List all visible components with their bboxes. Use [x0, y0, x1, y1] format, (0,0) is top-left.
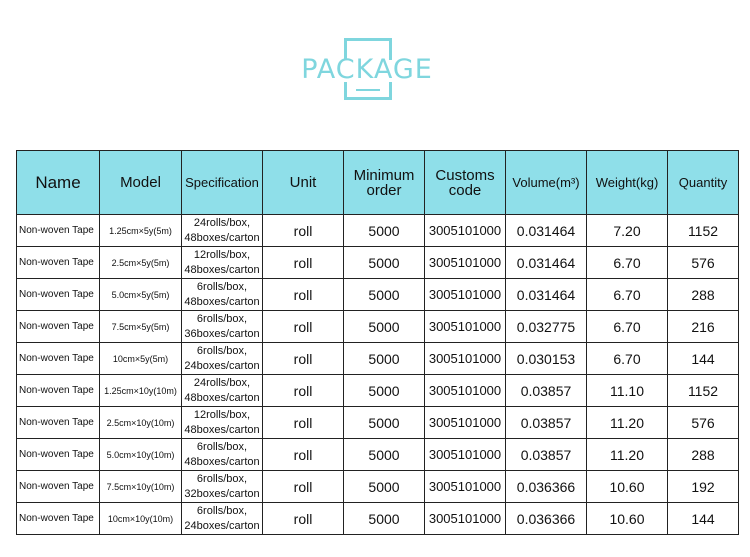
spec-line-box: 12rolls/box,	[193, 248, 251, 261]
spec-line-carton: 32boxes/carton	[184, 487, 260, 500]
package-logo	[300, 38, 434, 104]
cell-model: 7.5cm×10y(10m)	[100, 471, 182, 503]
spec-line-carton: 48boxes/carton	[184, 263, 260, 276]
cell-unit: roll	[263, 375, 344, 407]
spec-line-box: 24rolls/box,	[193, 376, 251, 389]
header-unit: Unit	[263, 151, 344, 215]
spec-line-carton: 24boxes/carton	[184, 519, 260, 532]
cell-model: 2.5cm×5y(5m)	[100, 247, 182, 279]
cell-volume: 0.036366	[506, 503, 587, 535]
cell-weight: 6.70	[587, 311, 668, 343]
cell-specification	[182, 471, 263, 503]
cell-customs-code: 3005101000	[425, 215, 506, 247]
cell-quantity: 192	[668, 471, 739, 503]
cell-weight: 6.70	[587, 247, 668, 279]
cell-model: 1.25cm×10y(10m)	[100, 375, 182, 407]
cell-customs-code: 3005101000	[425, 343, 506, 375]
cell-unit: roll	[263, 439, 344, 471]
cell-unit: roll	[263, 407, 344, 439]
cell-minimum-order: 5000	[344, 439, 425, 471]
spec-line-box: 24rolls/box,	[193, 216, 251, 229]
cell-minimum-order: 5000	[344, 471, 425, 503]
cell-quantity: 288	[668, 279, 739, 311]
cell-model: 10cm×10y(10m)	[100, 503, 182, 535]
cell-unit: roll	[263, 343, 344, 375]
spec-line-carton: 48boxes/carton	[184, 455, 260, 468]
spec-line-box: 6rolls/box,	[196, 504, 248, 517]
cell-volume: 0.036366	[506, 471, 587, 503]
cell-volume: 0.03857	[506, 375, 587, 407]
header-weight: Weight(kg)	[587, 151, 668, 215]
cell-quantity: 216	[668, 311, 739, 343]
table-row	[17, 375, 739, 407]
cell-minimum-order: 5000	[344, 311, 425, 343]
cell-specification	[182, 311, 263, 343]
table-row	[17, 247, 739, 279]
table-row	[17, 407, 739, 439]
cell-name: Non-woven Tape	[17, 343, 100, 375]
cell-unit: roll	[263, 279, 344, 311]
cell-volume: 0.032775	[506, 311, 587, 343]
cell-name: Non-woven Tape	[17, 311, 100, 343]
cell-quantity: 288	[668, 439, 739, 471]
spec-line-carton: 48boxes/carton	[184, 295, 260, 308]
spec-line-carton: 48boxes/carton	[184, 231, 260, 244]
cell-volume: 0.03857	[506, 407, 587, 439]
cell-quantity: 144	[668, 343, 739, 375]
cell-name: Non-woven Tape	[17, 247, 100, 279]
cell-customs-code: 3005101000	[425, 407, 506, 439]
cell-unit: roll	[263, 311, 344, 343]
cell-specification	[182, 503, 263, 535]
cell-quantity: 576	[668, 247, 739, 279]
cell-minimum-order: 5000	[344, 503, 425, 535]
cell-quantity: 1152	[668, 375, 739, 407]
cell-model: 10cm×5y(5m)	[100, 343, 182, 375]
cell-model: 1.25cm×5y(5m)	[100, 215, 182, 247]
cell-minimum-order: 5000	[344, 247, 425, 279]
cell-specification	[182, 375, 263, 407]
spec-line-box: 6rolls/box,	[196, 280, 248, 293]
cell-unit: roll	[263, 247, 344, 279]
cell-specification	[182, 439, 263, 471]
spec-line-carton: 48boxes/carton	[184, 423, 260, 436]
cell-quantity: 576	[668, 407, 739, 439]
cell-customs-code: 3005101000	[425, 471, 506, 503]
cell-minimum-order: 5000	[344, 375, 425, 407]
table-header-row	[17, 151, 739, 215]
cell-specification	[182, 215, 263, 247]
spec-line-box: 12rolls/box,	[193, 408, 251, 421]
cell-customs-code: 3005101000	[425, 375, 506, 407]
cell-minimum-order: 5000	[344, 343, 425, 375]
cell-weight: 11.20	[587, 439, 668, 471]
cell-minimum-order: 5000	[344, 279, 425, 311]
spec-line-box: 6rolls/box,	[196, 312, 248, 325]
header-customs-code: Customs code	[425, 151, 506, 215]
cell-name: Non-woven Tape	[17, 407, 100, 439]
spec-line-box: 6rolls/box,	[196, 472, 248, 485]
cell-weight: 11.10	[587, 375, 668, 407]
cell-weight: 10.60	[587, 471, 668, 503]
cell-model: 5.0cm×10y(10m)	[100, 439, 182, 471]
cell-unit: roll	[263, 471, 344, 503]
cell-name: Non-woven Tape	[17, 471, 100, 503]
table-row	[17, 215, 739, 247]
cell-weight: 6.70	[587, 343, 668, 375]
cell-volume: 0.031464	[506, 215, 587, 247]
cell-volume: 0.03857	[506, 439, 587, 471]
spec-line-carton: 24boxes/carton	[184, 359, 260, 372]
header-volume: Volume(m³)	[506, 151, 587, 215]
table-row	[17, 311, 739, 343]
cell-minimum-order: 5000	[344, 215, 425, 247]
header-model: Model	[100, 151, 182, 215]
table-row	[17, 471, 739, 503]
table-row	[17, 279, 739, 311]
cell-quantity: 144	[668, 503, 739, 535]
package-table	[16, 150, 739, 535]
cell-name: Non-woven Tape	[17, 375, 100, 407]
package-title: PACKAGE	[301, 54, 433, 85]
cell-specification	[182, 343, 263, 375]
cell-volume: 0.030153	[506, 343, 587, 375]
header-name: Name	[17, 151, 100, 215]
header-minimum-order: Minimum order	[344, 151, 425, 215]
header-specification: Specification	[182, 151, 263, 215]
cell-model: 7.5cm×5y(5m)	[100, 311, 182, 343]
cell-specification	[182, 247, 263, 279]
cell-name: Non-woven Tape	[17, 439, 100, 471]
cell-weight: 6.70	[587, 279, 668, 311]
table-row	[17, 343, 739, 375]
cell-quantity: 1152	[668, 215, 739, 247]
cell-specification	[182, 279, 263, 311]
cell-volume: 0.031464	[506, 279, 587, 311]
cell-customs-code: 3005101000	[425, 279, 506, 311]
cell-name: Non-woven Tape	[17, 503, 100, 535]
cell-name: Non-woven Tape	[17, 215, 100, 247]
cell-volume: 0.031464	[506, 247, 587, 279]
logo-underline	[356, 89, 380, 91]
cell-specification	[182, 407, 263, 439]
cell-minimum-order: 5000	[344, 407, 425, 439]
cell-weight: 7.20	[587, 215, 668, 247]
cell-weight: 11.20	[587, 407, 668, 439]
table-row	[17, 439, 739, 471]
cell-model: 2.5cm×10y(10m)	[100, 407, 182, 439]
cell-customs-code: 3005101000	[425, 247, 506, 279]
cell-customs-code: 3005101000	[425, 311, 506, 343]
cell-unit: roll	[263, 215, 344, 247]
spec-line-box: 6rolls/box,	[196, 440, 248, 453]
spec-line-carton: 48boxes/carton	[184, 391, 260, 404]
cell-customs-code: 3005101000	[425, 439, 506, 471]
spec-line-box: 6rolls/box,	[196, 344, 248, 357]
spec-line-carton: 36boxes/carton	[184, 327, 260, 340]
cell-model: 5.0cm×5y(5m)	[100, 279, 182, 311]
table-row	[17, 503, 739, 535]
cell-unit: roll	[263, 503, 344, 535]
cell-customs-code: 3005101000	[425, 503, 506, 535]
cell-name: Non-woven Tape	[17, 279, 100, 311]
cell-weight: 10.60	[587, 503, 668, 535]
header-quantity: Quantity	[668, 151, 739, 215]
